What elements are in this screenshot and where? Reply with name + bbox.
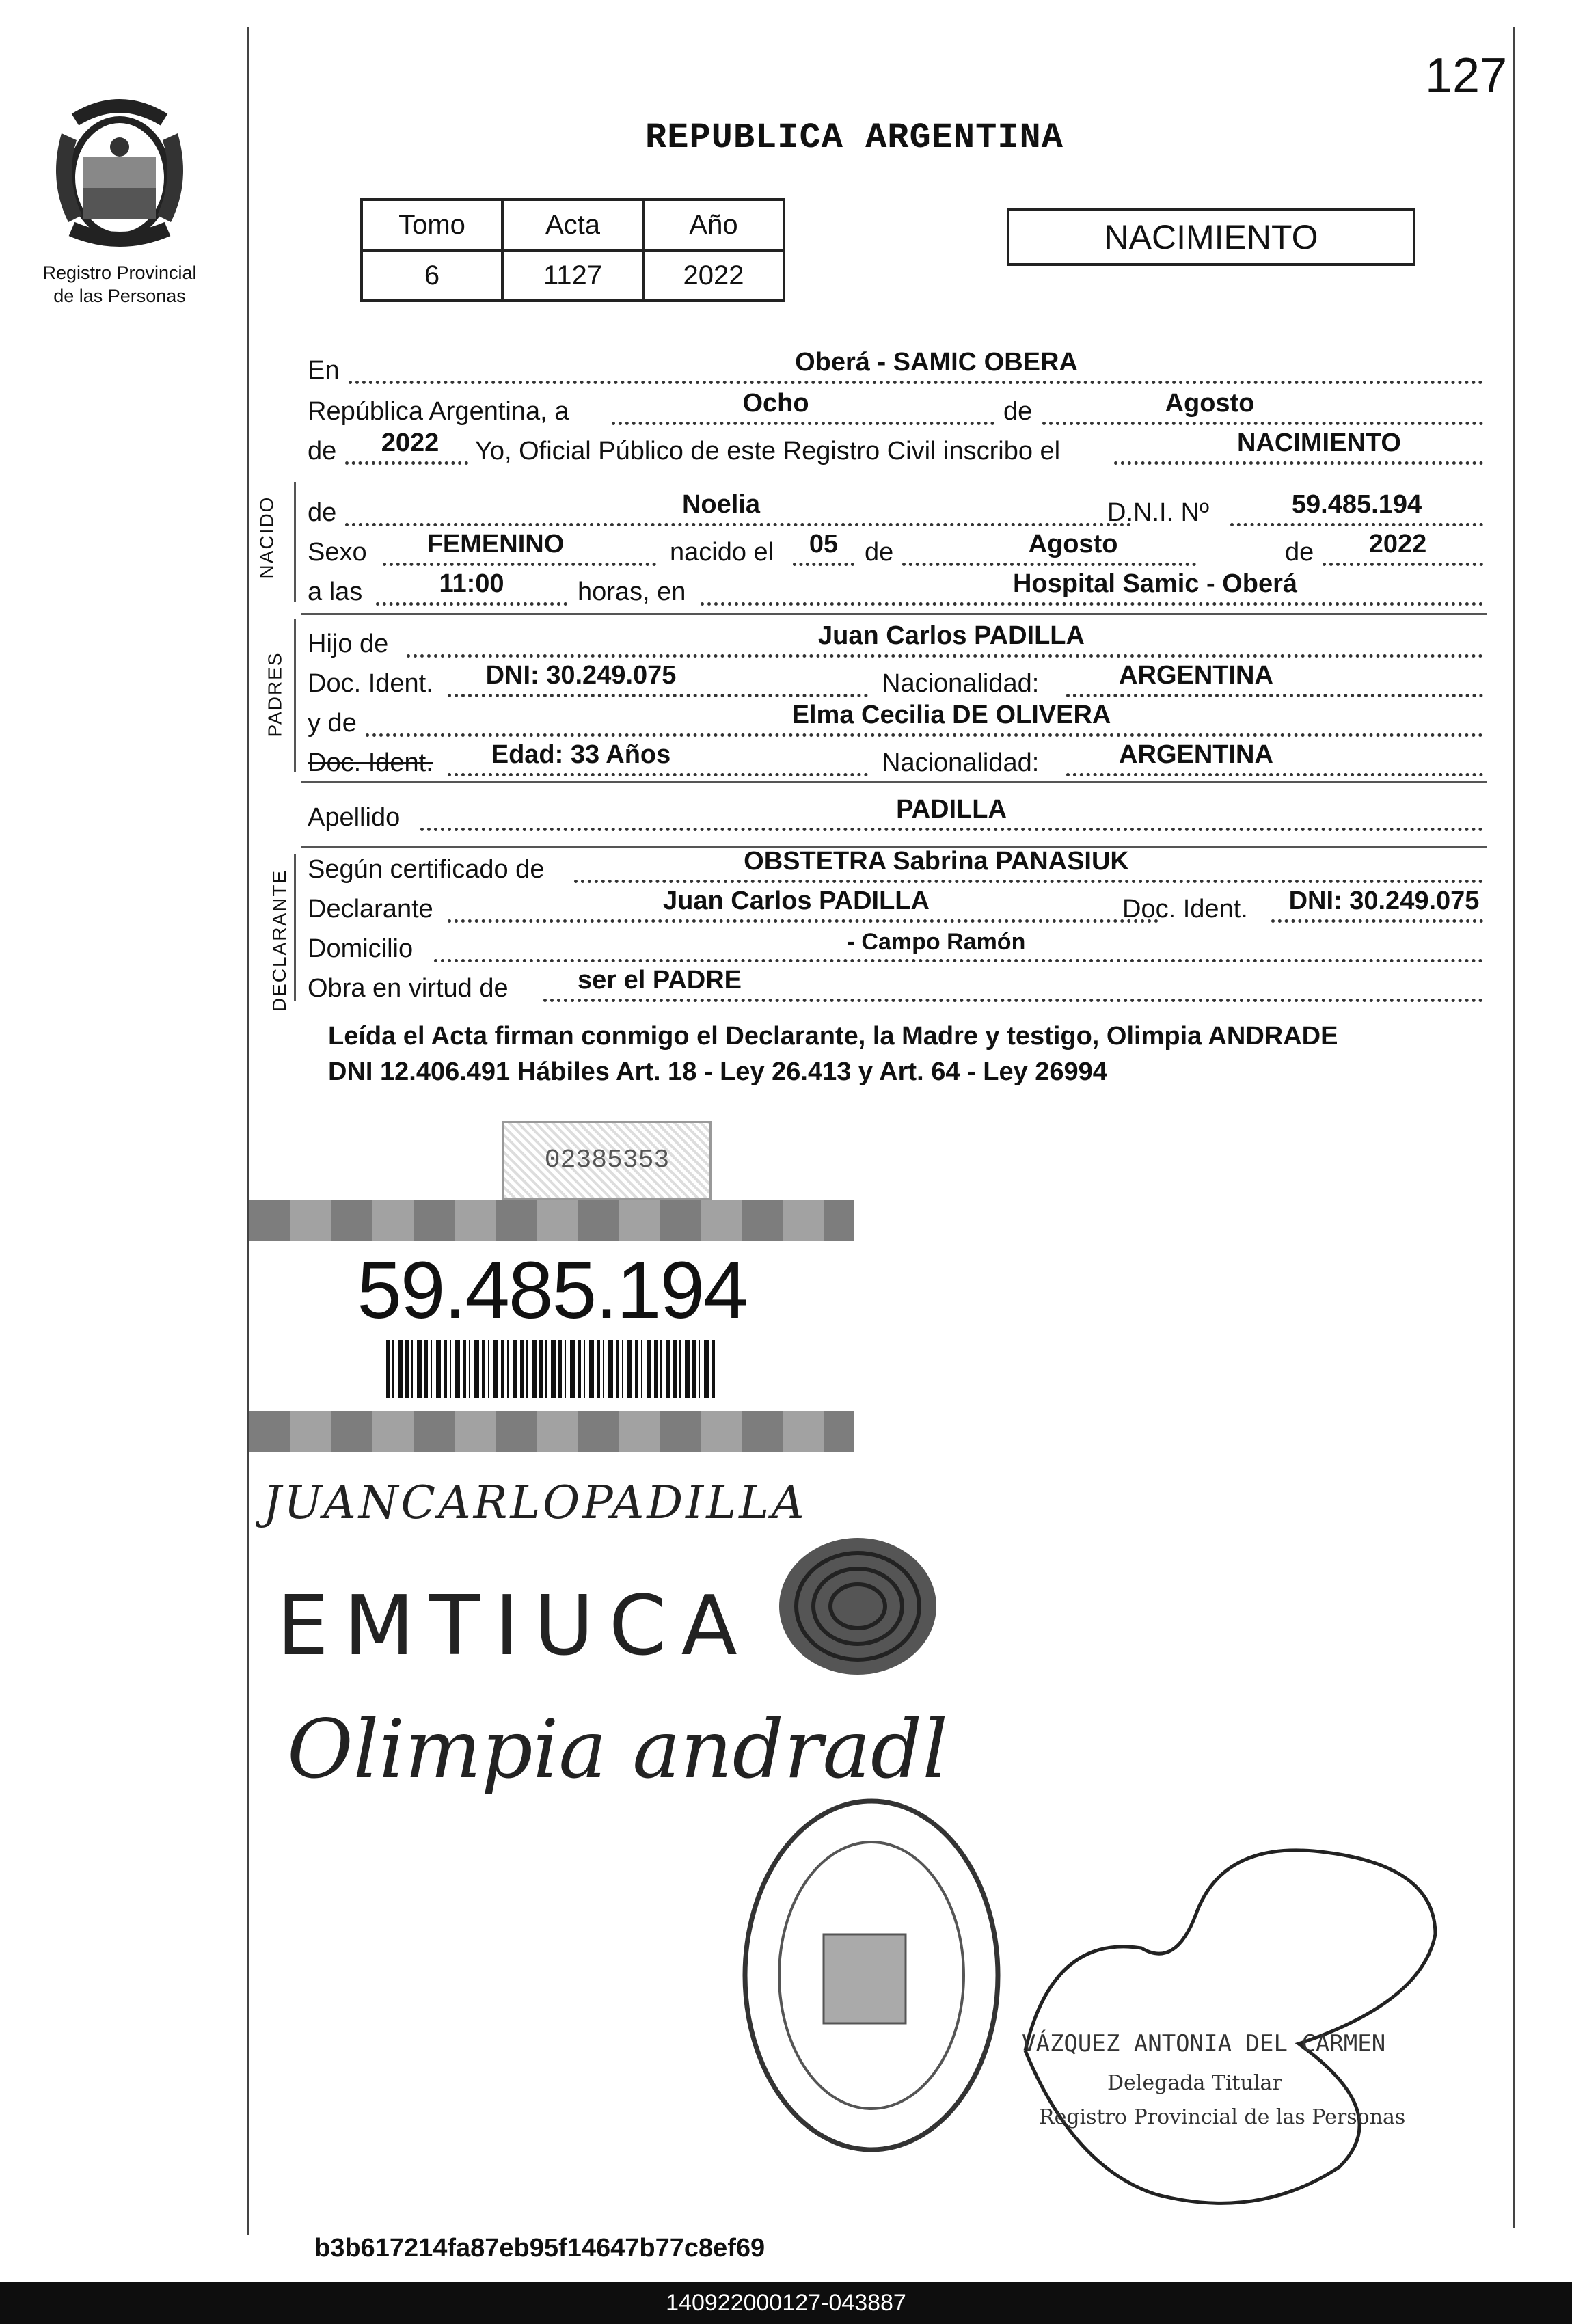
dni-label: D.N.I. Nº: [1107, 498, 1209, 527]
sexo-value: FEMENINO: [426, 530, 565, 558]
segun-label: Según certificado de: [308, 855, 545, 884]
registry-caption-line2: de las Personas: [53, 286, 186, 306]
row-mother-doc: [308, 741, 1483, 782]
nacido-el-label: nacido el: [670, 538, 774, 567]
de-label-3: de: [1285, 538, 1314, 567]
section-nacido-label: NACIDO: [256, 496, 277, 579]
declarante-label: Declarante: [308, 895, 433, 923]
footer-code: 140922000127-043887: [0, 2282, 1572, 2324]
row-hijo-de: [308, 622, 1483, 663]
nacido-de-label: de: [308, 498, 337, 527]
apellido-label: Apellido: [308, 803, 401, 832]
row-apellido: [308, 796, 1483, 837]
declarante-doc-label: Doc. Ident.: [1122, 895, 1248, 923]
acta-value: 1127: [502, 250, 643, 301]
barcode-icon: [386, 1340, 718, 1398]
de-label: de: [1003, 397, 1033, 426]
mother-doc-label: Doc. Ident.: [308, 748, 433, 777]
right-margin-line: [1513, 27, 1515, 2228]
domicilio-label: Domicilio: [308, 934, 414, 963]
hour-value: 11:00: [439, 569, 504, 598]
signature-witness: Olimpia andradl: [287, 1702, 949, 1796]
birth-month-value: Agosto: [1028, 530, 1118, 558]
y-de-label: y de: [308, 709, 357, 738]
row-en: [308, 349, 1483, 390]
closing-text-line1: Leída el Acta firman conmigo el Declarante, la Madre y testigo, Olimpia ANDRADE: [328, 1022, 1338, 1051]
fingerprint-icon: [772, 1531, 943, 1681]
official-org: Registro Provincial de las Personas: [1039, 2105, 1406, 2129]
dni-sticker-number: 59.485.194: [357, 1245, 747, 1336]
row-father-doc: [308, 662, 1483, 703]
registry-caption: [14, 261, 226, 308]
tomo-label: Tomo: [362, 200, 502, 250]
anio-label: Año: [643, 200, 784, 250]
row-y-de: [308, 701, 1483, 742]
row-republica: [308, 390, 1483, 431]
yo-label: Yo, Oficial Público de este Registro Civil inscribo el: [475, 437, 1061, 465]
row-hora: [308, 570, 1483, 611]
page-number: 127: [1425, 49, 1508, 103]
closing-text: [328, 1018, 1490, 1090]
act-type-value: NACIMIENTO: [1237, 429, 1401, 457]
mother-nationality-value: ARGENTINA: [1119, 740, 1273, 769]
obra-value: ser el PADRE: [577, 966, 742, 995]
padres-bracket: [294, 619, 296, 772]
document-kind-box: NACIMIENTO: [1007, 208, 1415, 266]
sticker-band-top: [249, 1200, 854, 1241]
signature-mother: EMTIUCA: [277, 1579, 753, 1674]
section-declarante-label: DECLARANTE: [269, 869, 290, 1012]
birth-place-value: Hospital Samic - Oberá: [1012, 569, 1298, 598]
document-hash: b3b617214fa87eb95f14647b77c8ef69: [314, 2234, 765, 2262]
day-value: Ocho: [742, 389, 809, 418]
birth-day-value: 05: [809, 530, 839, 558]
serial-stamp: 02385353: [502, 1121, 712, 1200]
declarante-doc-value: DNI: 30.249.075: [1288, 887, 1480, 915]
certificate-value: OBSTETRA Sabrina PANASIUK: [744, 847, 1129, 876]
mother-name-value: Elma Cecilia DE OLIVERA: [791, 701, 1111, 729]
declarante-bracket: [294, 854, 296, 1001]
place-value: Oberá - SAMIC OBERA: [795, 348, 1078, 377]
row-declarante: [308, 887, 1483, 928]
obra-label: Obra en virtud de: [308, 974, 509, 1003]
child-name-value: Noelia: [681, 490, 761, 519]
sticker-band-bottom: [249, 1411, 854, 1452]
father-doc-label: Doc. Ident.: [308, 669, 433, 698]
closing-text-line2: DNI 12.406.491 Hábiles Art. 18 - Ley 26.413 y Art. 64 - Ley 26994: [328, 1057, 1107, 1086]
month-value: Agosto: [1165, 389, 1255, 418]
nacido-bracket: [294, 482, 296, 602]
birth-year-value: 2022: [1368, 530, 1427, 558]
left-margin-line: [247, 27, 249, 2235]
mother-nationality-label: Nacionalidad:: [882, 748, 1040, 777]
row-obra: [308, 967, 1483, 1008]
registry-seal-icon: [735, 1791, 1008, 2160]
child-dni-value: 59.485.194: [1291, 490, 1422, 519]
en-label: En: [308, 356, 340, 385]
republica-label: República Argentina, a: [308, 397, 569, 426]
row-sexo: [308, 530, 1483, 571]
apellido-value: PADILLA: [896, 795, 1007, 824]
page-title: REPUBLICA ARGENTINA: [645, 118, 1063, 158]
official-role: Delegada Titular: [1107, 2071, 1282, 2095]
tomo-value: 6: [362, 250, 502, 301]
signature-father: JUANCARLOPADILLA: [263, 1476, 807, 1529]
father-name-value: Juan Carlos PADILLA: [818, 621, 1085, 650]
row-segun: [308, 848, 1483, 889]
anio-value: 2022: [643, 250, 784, 301]
a-las-label: a las: [308, 578, 363, 606]
registry-caption-line1: Registro Provincial: [42, 262, 197, 283]
hijo-de-label: Hijo de: [308, 630, 389, 658]
official-name: VÁZQUEZ ANTONIA DEL CARMEN: [1022, 2030, 1386, 2057]
reference-table: [360, 198, 785, 302]
separator-1: [301, 613, 1487, 615]
father-nationality-value: ARGENTINA: [1119, 661, 1273, 690]
mother-doc-value: Edad: 33 Años: [491, 740, 671, 769]
father-doc-value: DNI: 30.249.075: [485, 661, 677, 690]
horas-en-label: horas, en: [578, 578, 686, 606]
province-emblem-icon: [41, 92, 198, 256]
section-padres-label: PADRES: [264, 651, 286, 738]
acta-label: Acta: [502, 200, 643, 250]
declarante-name-value: Juan Carlos PADILLA: [663, 887, 930, 915]
row-nacido-name: [308, 491, 1483, 532]
separator-2: [301, 781, 1487, 783]
de-label-year: de: [308, 437, 337, 465]
row-year: [308, 429, 1483, 470]
father-nationality-label: Nacionalidad:: [882, 669, 1040, 698]
de-label-2: de: [865, 538, 894, 567]
year-value: 2022: [381, 429, 439, 457]
sexo-label: Sexo: [308, 538, 367, 567]
domicilio-value: - Campo Ramón: [847, 929, 1026, 955]
row-domicilio: [308, 927, 1483, 968]
